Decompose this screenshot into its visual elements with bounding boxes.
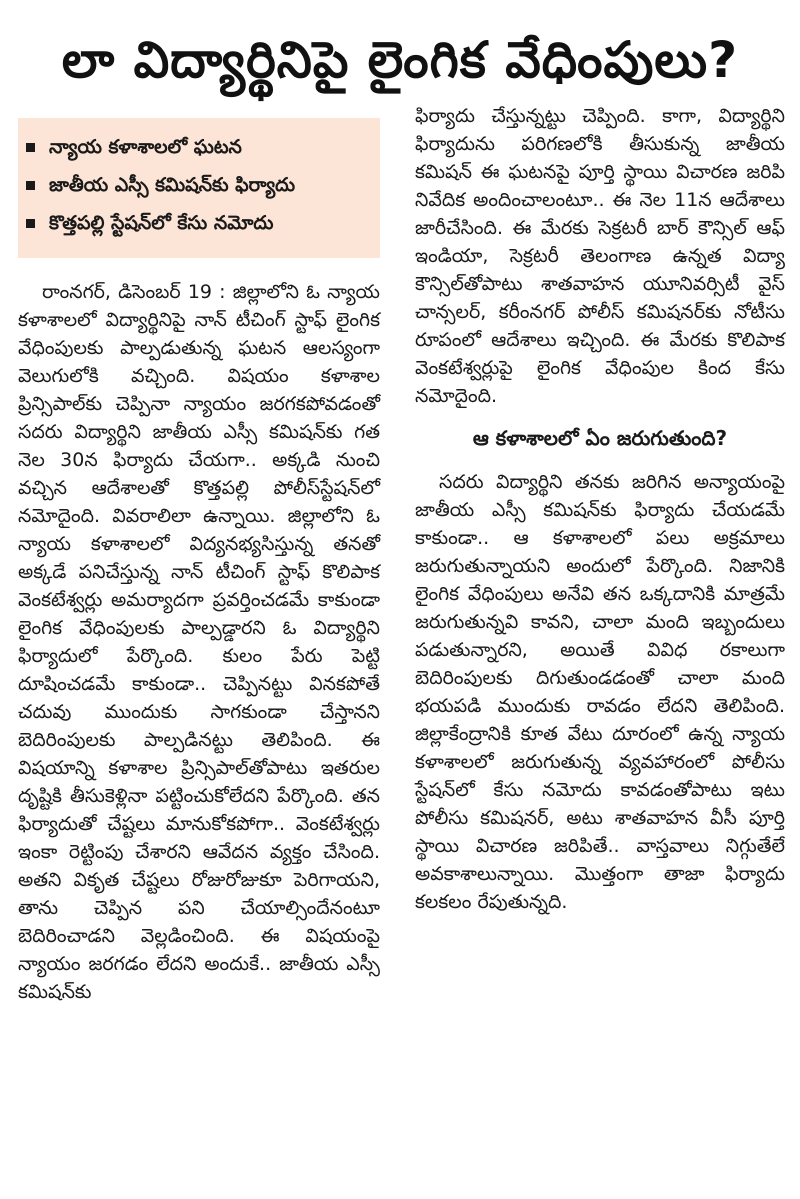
body-paragraph: ఫిర్యాదు చేస్తున్నట్టు చెప్పింది. కాగా, విద్యార్థిని ఫిర్యాదును పరిగణలోకి తీసుకున్న జాతీయ కమిషన్ ఈ ఘటనపై పూర్తి స్థాయి విచారణ జరిపి నివేదిక అందించాలంటూ.. ఈ నెల 11న ఆదేశాలు జారీచేసింది. ఈ మేరకు సెక్రటరీ బార్ కౌన్సిల్ ఆఫ్ ఇండియా, సెక్రటరీ తెలంగాణ ఉన్నత విద్యా కౌన్సిల్‌తోపాటు శాతవాహన యూనివర్సిటీ వైస్ చాన్సలర్, కరీంనగర్ పోలీస్ కమిషనర్‌కు నోటీసు రూపంలో ఆదేశాలు ఇచ్చింది. ఈ మేరకు కొలిపాక వెంకటేశ్వర్లుపై లైంగిక వేధింపుల కింద కేసు నమోదైంది. xyxy=(415,105,785,407)
highlights-box xyxy=(18,118,380,258)
highlights-list xyxy=(18,118,380,242)
highlight-item: జాతీయ ఎస్సీ కమిషన్‌కు ఫిర్యాదు xyxy=(26,166,380,204)
bullet-icon xyxy=(26,143,35,152)
highlight-item: న్యాయ కళాశాలలో ఘటన xyxy=(26,128,380,166)
right-column xyxy=(415,102,785,916)
left-column xyxy=(18,278,380,1006)
bullet-icon xyxy=(26,181,35,190)
highlight-item: కొత్తపల్లి స్టేషన్‌లో కేసు నమోదు xyxy=(26,204,380,242)
subheading: ఆ కళాశాలలో ఏం జరుగుతుంది? xyxy=(472,426,728,450)
bullet-icon xyxy=(26,219,35,228)
headline: లా విద్యార్థినిపై లైంగిక వేధింపులు? xyxy=(61,31,739,89)
body-paragraph: రాంనగర్, డిసెంబర్ 19 : జిల్లాలోని ఓ న్యాయ కళాశాలలో విద్యార్థినిపై నాన్ టీచింగ్ స్టాఫ్ లైంగిక వేధింపులకు పాల్పడుతున్న ఘటన ఆలస్యంగా వెలుగులోకి వచ్చింది. విషయం కళాశాల ప్రిన్సిపాల్‌కు చెప్పినా న్యాయం జరగకపోవడంతో సదరు విద్యార్థిని జాతీయ ఎస్సీ కమిషన్‌కు గత నెల 30న ఫిర్యాదు చేయగా.. అక్కడి నుంచి వచ్చిన ఆదేశాలతో కొత్తపల్లి పోలీస్‌స్టేషన్‌లో నమోదైంది. వివరాలిలా ఉన్నాయి. జిల్లాలోని ఓ న్యాయ కళాశాలలో విద్యనభ్యసిస్తున్న తనతో అక్కడే పనిచేస్తున్న నాన్ టీచింగ్ స్టాఫ్ కొలిపాక వెంకటేశ్వర్లు అమర్యాదగా ప్రవర్తించడమే కాకుండా లైంగిక వేధింపులకు పాల్పడ్డారని ఓ విద్యార్థిని ఫిర్యాదులో పేర్కొంది. కులం పేరు పెట్టి దూషించడమే కాకుండా.. చెప్పినట్టు వినకపోతే చదువు ముందుకు సాగకుండా చేస్తానని బెదిరింపులకు పాల్పడినట్టు తెలిపింది. ఈ విషయాన్ని కళాశాల ప్రిన్సిపాల్‌తోపాటు ఇతరుల దృష్టికి తీసుకెళ్లినా పట్టించుకోలేదని పేర్కొంది. తన ఫిర్యాదుతో చేష్టలు మానుకోకపోగా.. వెంకటేశ్వర్లు ఇంకా రెట్టింపు చేశారని ఆవేదన వ్యక్తం చేసింది. అతని వికృత చేష్టలు రోజురోజుకూ పెరిగాయని, తాను చెప్పిన పని చేయాల్సిందేనంటూ బెదిరించాడని వెల్లడించింది. ఈ విషయంపై న్యాయం జరగడం లేదని అందుకే.. జాతీయ ఎస్సీ కమిషన్‌కు xyxy=(18,281,380,1003)
body-paragraph: సదరు విద్యార్థిని తనకు జరిగిన అన్యాయంపై జాతీయ ఎస్సీ కమిషన్‌కు ఫిర్యాదు చేయడమే కాకుండా.. ఆ కళాశాలలో పలు అక్రమాలు జరుగుతున్నాయని అందులో పేర్కొంది. నిజానికి లైంగిక వేధింపులు అనేవి తన ఒక్కదానికి మాత్రమే జరుగుతున్నవి కావని, చాలా మంది ఇబ్బందులు పడుతున్నారని, అయితే వివిధ రకాలుగా బెదిరింపులకు దిగుతుండడంతో చాలా మంది భయపడి ముందుకు రావడం లేదని తెలిపింది. జిల్లాకేంద్రానికి కూత వేటు దూరంలో ఉన్న న్యాయ కళాశాలలో జరుగుతున్న వ్యవహారంలో పోలీసు స్టేషన్‌లో కేసు నమోదు కావడంతోపాటు ఇటు పోలీసు కమిషనర్, అటు శాతవాహన వీసీ పూర్తి స్థాయి విచారణ జరిపితే.. వాస్తవాలు నిగ్గుతేలే అవకాశాలున్నాయి. మొత్తంగా తాజా ఫిర్యాదు కలకలం రేపుతున్నది. xyxy=(415,471,785,913)
